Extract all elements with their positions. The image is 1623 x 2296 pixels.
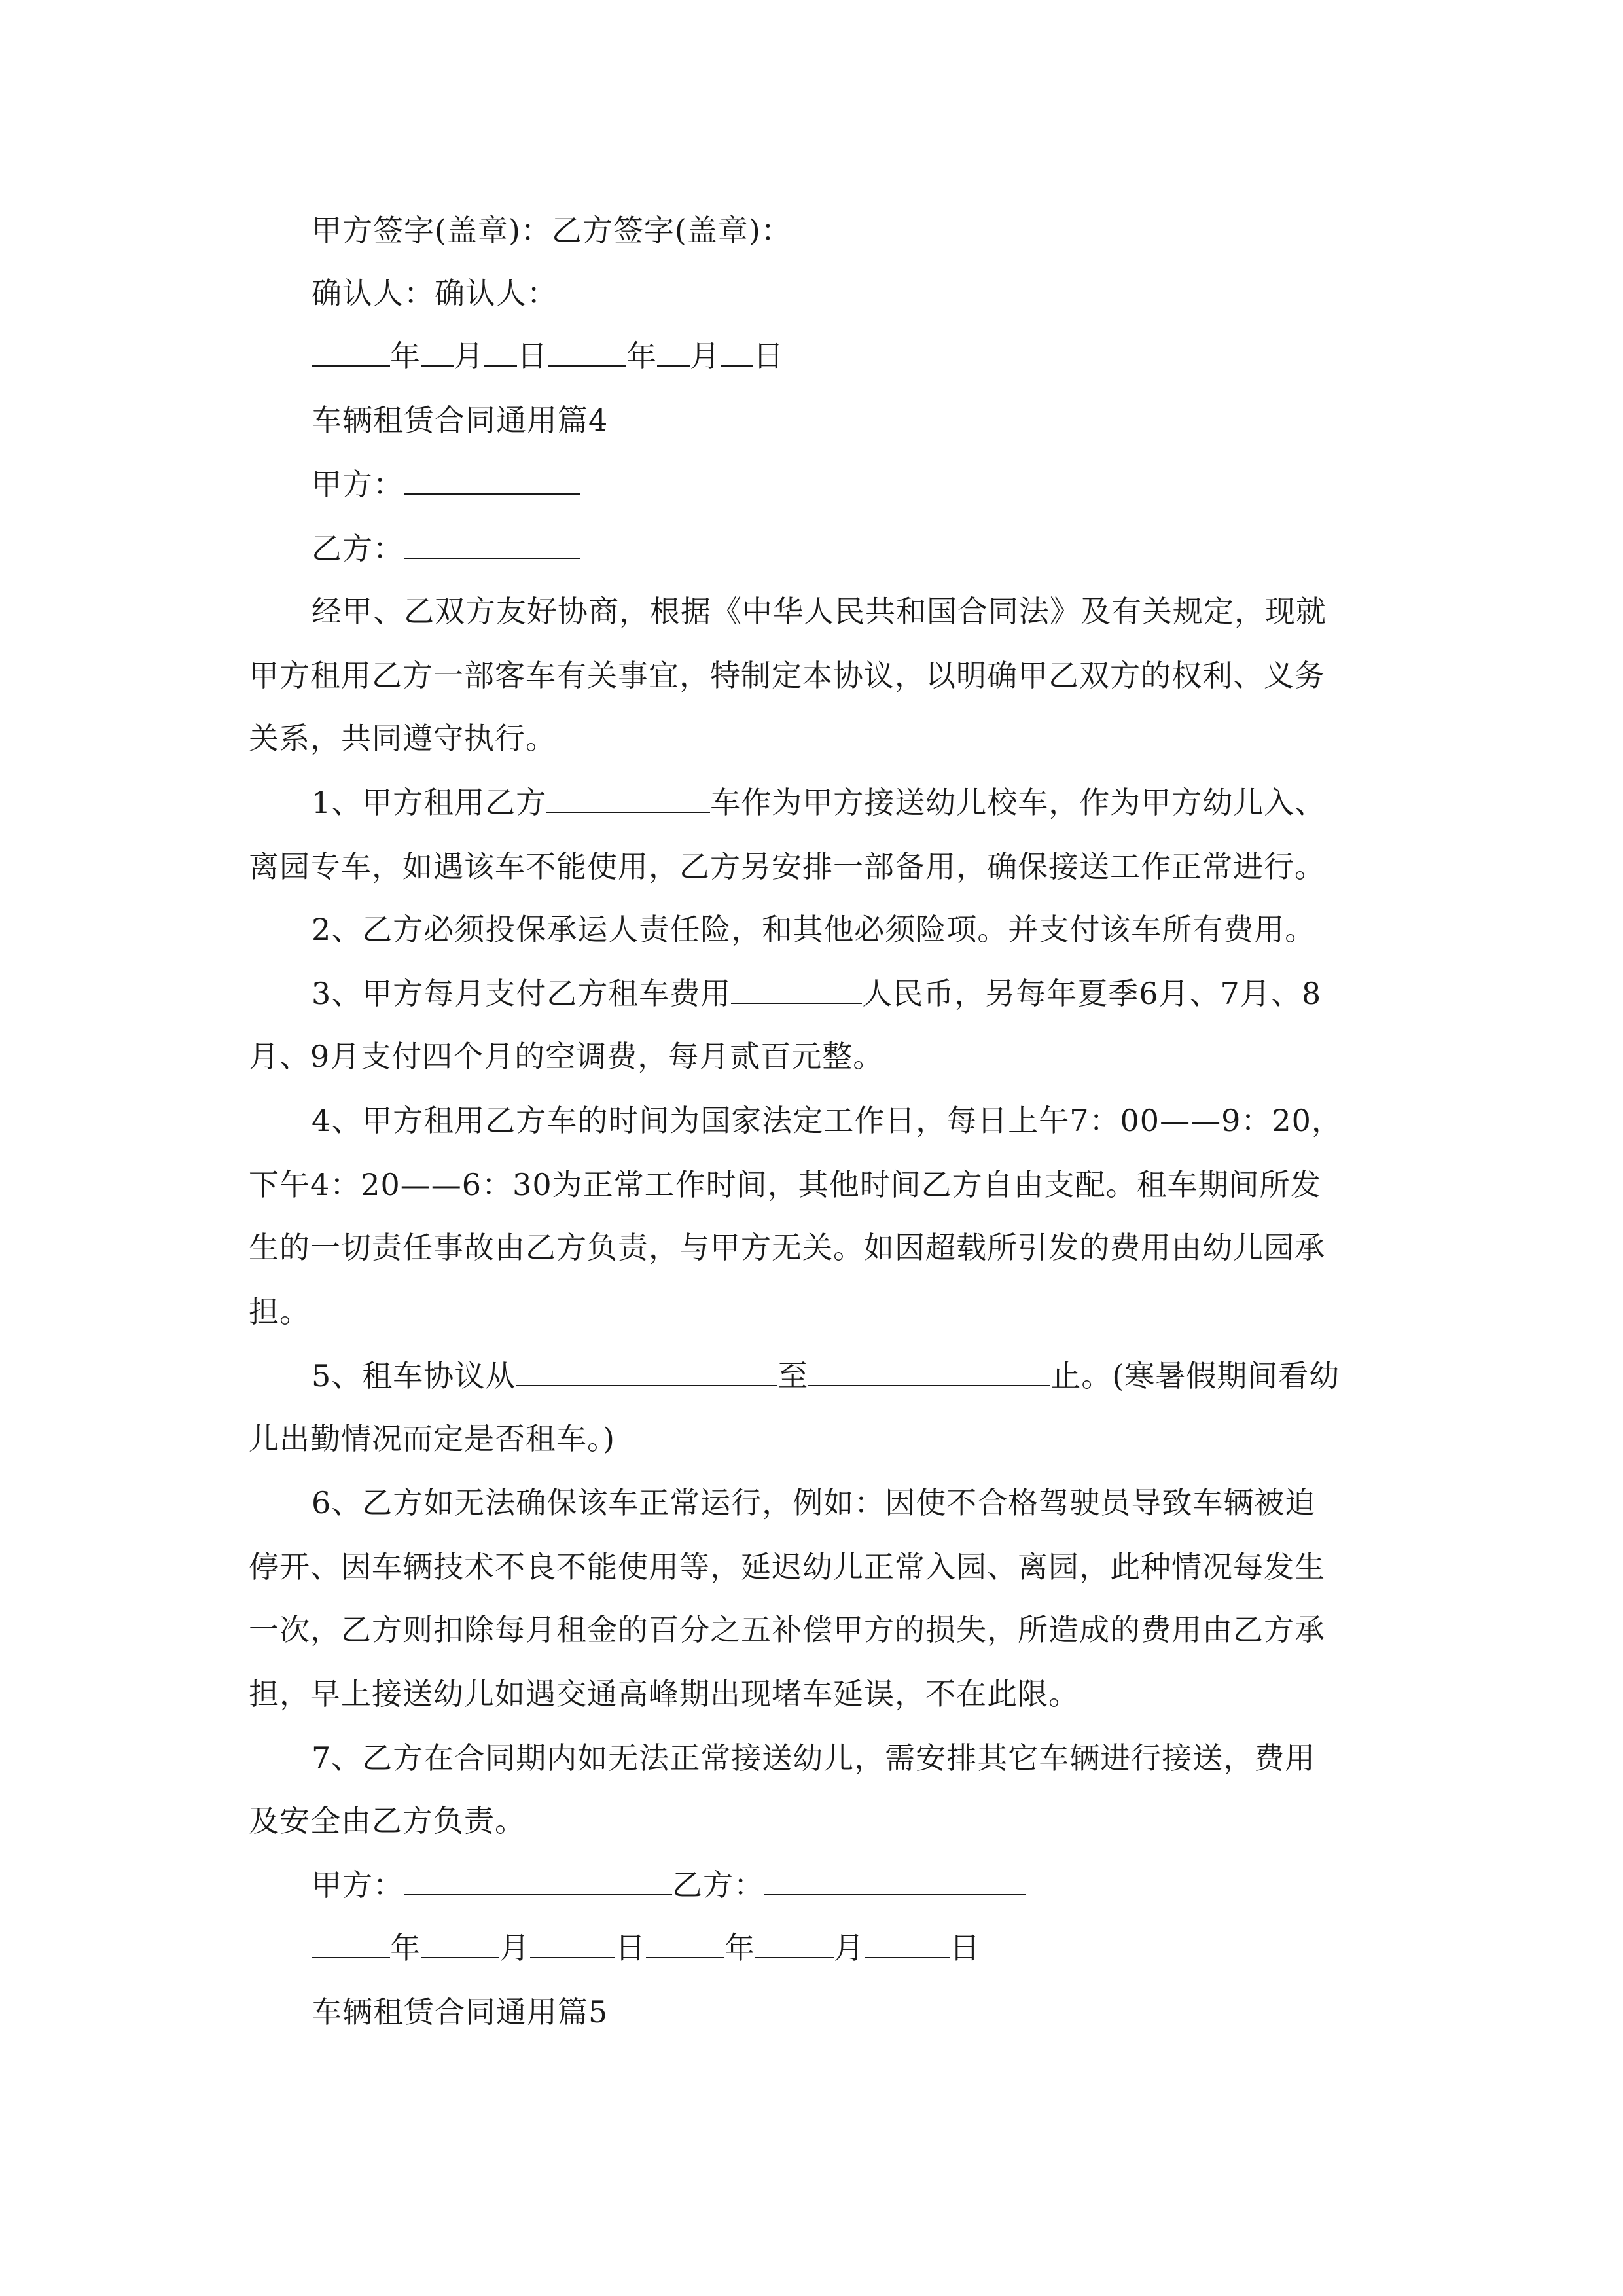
intro-text: 甲方租用乙方一部客车有关事宜，特制定本协议，以明确甲乙双方的权利、义务 — [249, 658, 1325, 693]
intro-line — [312, 592, 1450, 631]
clause3-line — [249, 1037, 1387, 1076]
clause5-text: 止。(寒暑假期间看幼 — [1050, 1358, 1340, 1393]
sign-line-bottom — [312, 1865, 1450, 1905]
clause6-text: 6、乙方如无法确保该车正常运行，例如：因使不合格驾驶员导致车辆被迫 — [312, 1485, 1316, 1520]
blank — [731, 975, 862, 1004]
sign-party-a: 甲方： — [312, 1867, 404, 1903]
date-year: 年 — [390, 338, 421, 374]
clause1-line — [249, 847, 1387, 886]
blank — [516, 1357, 777, 1386]
clause6-line — [249, 1547, 1387, 1587]
blank — [421, 1929, 499, 1958]
blank — [657, 338, 690, 367]
date-year: 年 — [390, 1930, 421, 1965]
section5-title: 车辆租赁合同通用篇5 — [312, 1994, 609, 2030]
clause3-text: 3、甲方每月支付乙方租车费用 — [312, 976, 732, 1011]
clause5-line — [249, 1419, 1387, 1458]
clause4-text: 担。 — [249, 1294, 310, 1329]
section-title — [312, 1992, 1450, 2032]
blank — [764, 1867, 1026, 1895]
intro-line — [249, 719, 1387, 758]
intro-text: 经甲、乙双方友好协商，根据《中华人民共和国合同法》及有关规定，现就 — [312, 594, 1327, 629]
date-line-bottom — [312, 1928, 1450, 1967]
date-month: 月 — [499, 1930, 530, 1965]
clause4-line — [312, 1101, 1450, 1140]
blank — [404, 530, 580, 559]
clause6-text: 一次，乙方则扣除每月租金的百分之五补偿甲方的损失，所造成的费用由乙方承 — [249, 1612, 1325, 1647]
clause6-line — [312, 1483, 1450, 1522]
clause3-text: 人民币，另每年夏季6月、7月、8 — [862, 976, 1322, 1011]
party-a-line — [312, 465, 1450, 504]
date-day: 日 — [753, 338, 784, 374]
blank — [646, 1929, 724, 1958]
clause4-text: 下午4：20——6：30为正常工作时间，其他时间乙方自由支配。租车期间所发 — [249, 1167, 1321, 1202]
intro-text: 关系，共同遵守执行。 — [249, 721, 556, 756]
party-a-label: 甲方： — [312, 467, 404, 502]
date-day: 日 — [615, 1930, 646, 1965]
clause6-line — [249, 1674, 1387, 1713]
party-b-line — [312, 529, 1450, 568]
section-title — [312, 401, 1450, 440]
blank — [721, 338, 753, 367]
clause7-line — [312, 1738, 1450, 1778]
blank — [546, 784, 710, 813]
blank — [312, 338, 390, 367]
date-year: 年 — [626, 338, 657, 374]
clause1-line — [312, 783, 1450, 822]
blank — [404, 466, 580, 495]
confirm-line — [312, 274, 1450, 313]
clause4-line — [249, 1292, 1387, 1331]
clause7-text: 及安全由乙方负责。 — [249, 1803, 526, 1839]
clause4-text: 生的一切责任事故由乙方负责，与甲方无关。如因超载所引发的费用由幼儿园承 — [249, 1230, 1325, 1265]
clause6-text: 停开、因车辆技术不良不能使用等，延迟幼儿正常入园、离园，此种情况每发生 — [249, 1549, 1325, 1585]
clause5-text: 5、租车协议从 — [312, 1358, 516, 1393]
blank — [530, 1929, 615, 1958]
clause1-text: 离园专车，如遇该车不能使用，乙方另安排一部备用，确保接送工作正常进行。 — [249, 849, 1325, 884]
clause2-line — [312, 910, 1450, 949]
date-month: 月 — [454, 338, 484, 374]
intro-line — [249, 656, 1387, 695]
blank — [865, 1929, 950, 1958]
confirm-text: 确认人：确认人： — [312, 276, 558, 311]
date-day: 日 — [517, 338, 548, 374]
blank — [312, 1929, 390, 1958]
clause5-text: 至 — [777, 1358, 809, 1393]
date-month: 月 — [834, 1930, 865, 1965]
date-day: 日 — [950, 1930, 980, 1965]
clause4-line — [249, 1228, 1387, 1267]
clause6-line — [249, 1610, 1387, 1649]
date-year: 年 — [724, 1930, 755, 1965]
clause1-text: 车作为甲方接送幼儿校车，作为甲方幼儿入、 — [710, 785, 1326, 820]
signature-text: 甲方签字(盖章)：乙方签字(盖章)： — [312, 213, 792, 248]
clause3-text: 月、9月支付四个月的空调费，每月贰百元整。 — [249, 1039, 884, 1074]
clause2-text: 2、乙方必须投保承运人责任险，和其他必须险项。并支付该车所有费用。 — [312, 912, 1316, 947]
clause3-line — [312, 974, 1450, 1013]
blank — [421, 338, 454, 367]
blank — [548, 338, 626, 367]
blank — [755, 1929, 834, 1958]
date-line-top — [312, 336, 1450, 376]
clause1-text: 1、甲方租用乙方 — [312, 785, 547, 820]
date-month: 月 — [690, 338, 721, 374]
clause7-line — [249, 1801, 1387, 1840]
sign-party-b: 乙方： — [672, 1867, 764, 1903]
party-b-label: 乙方： — [312, 531, 404, 566]
clause5-line — [312, 1356, 1450, 1395]
clause4-text: 4、甲方租用乙方车的时间为国家法定工作日，每日上午7：00——9：20， — [312, 1103, 1342, 1138]
blank — [808, 1357, 1050, 1386]
clause4-line — [249, 1165, 1387, 1204]
clause5-text: 儿出勤情况而定是否租车。) — [249, 1421, 615, 1456]
section4-title: 车辆租赁合同通用篇4 — [312, 403, 609, 438]
clause7-text: 7、乙方在合同期内如无法正常接送幼儿，需安排其它车辆进行接送，费用 — [312, 1740, 1316, 1776]
blank — [484, 338, 517, 367]
signature-line — [312, 211, 1450, 250]
blank — [404, 1867, 672, 1895]
clause6-text: 担，早上接送幼儿如遇交通高峰期出现堵车延误，不在此限。 — [249, 1676, 1079, 1712]
